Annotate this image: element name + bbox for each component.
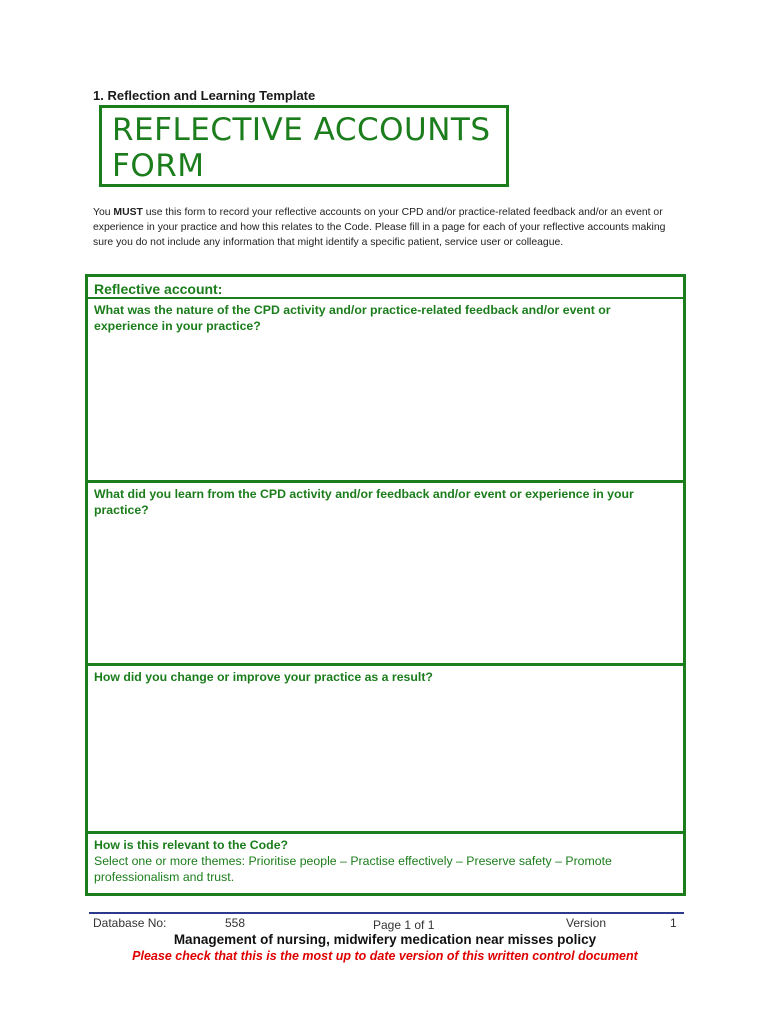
footer-database-value: 558: [225, 916, 246, 930]
footer-page-number: Page 1 of 1: [373, 918, 435, 932]
footer-policy-title: Management of nursing, midwifery medication near misses policy: [173, 932, 597, 947]
form-title-line1: REFLECTIVE ACCOUNTS: [112, 112, 491, 148]
instructions-prefix: You: [93, 207, 114, 218]
question-box-code[interactable]: [88, 834, 683, 896]
form-header: Reflective account:: [88, 277, 683, 299]
question-code-themes: Select one or more themes: Prioritise people – Practise effectively – Preserve safety – Promote professionalism and trust.: [94, 854, 612, 884]
question-code: How is this relevant to the Code?: [94, 838, 289, 852]
footer-rule: [89, 912, 684, 914]
footer-version-warning: Please check that this is the most up to date version of this written control document: [132, 949, 638, 963]
question-learn: What did you learn from the CPD activity and/or feedback and/or event or experience in your practice?: [94, 487, 634, 517]
footer-version-label: Version: [566, 916, 607, 930]
question-change: How did you change or improve your practice as a result?: [94, 670, 433, 684]
question-box-learn[interactable]: [88, 483, 683, 666]
footer-database-label: Database No:: [93, 916, 167, 930]
section-heading: 1. Reflection and Learning Template: [93, 88, 316, 103]
form-title-box: [99, 105, 509, 187]
form-title-line2: FORM: [112, 148, 205, 184]
question-box-nature[interactable]: [88, 299, 683, 483]
question-box-change[interactable]: [88, 666, 683, 834]
footer-version-value: 1: [670, 916, 677, 930]
question-nature: What was the nature of the CPD activity and/or practice-related feedback and/or event or experience in your practice?: [94, 303, 611, 333]
reflective-account-form: [85, 274, 686, 896]
instructions-text: [93, 205, 683, 250]
instructions-body: use this form to record your reflective accounts on your CPD and/or practice-related feedback and/or an event or experience in your practice and how this relates to the Code. Please fill in a page for each of your reflective accounts making sure you do not include any information that might identify a specific patient, service user or colleague.: [93, 207, 666, 248]
instructions-emphasis: MUST: [113, 207, 143, 218]
